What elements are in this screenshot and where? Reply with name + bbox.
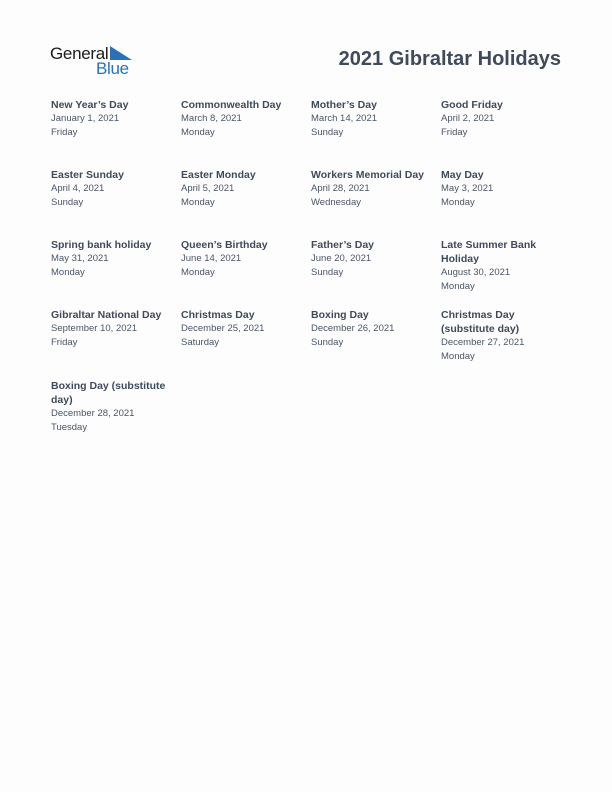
holiday-date: December 26, 2021 <box>311 323 395 334</box>
holiday-weekday: Monday <box>51 267 85 278</box>
holiday-weekday: Monday <box>441 281 475 292</box>
holiday-weekday: Saturday <box>181 337 220 348</box>
holiday-item <box>51 98 176 140</box>
holiday-weekday: Monday <box>441 351 475 362</box>
holiday-weekday: Friday <box>51 127 78 138</box>
holiday-date: June 20, 2021 <box>311 253 372 264</box>
holiday-name: Boxing Day <box>311 309 369 321</box>
holiday-name: Workers Memorial Day <box>311 169 425 181</box>
holiday-item <box>311 308 436 350</box>
holiday-name: Good Friday <box>441 99 503 111</box>
holiday-date: March 8, 2021 <box>181 113 242 124</box>
holiday-name: Mother’s Day <box>311 99 377 111</box>
holiday-name: Queen’s Birthday <box>181 239 268 251</box>
logo-triangle-icon <box>110 46 132 60</box>
holiday-date: May 31, 2021 <box>51 253 109 264</box>
holiday-date: September 10, 2021 <box>51 323 138 334</box>
logo-text-general: General <box>50 44 109 63</box>
holiday-item <box>181 168 306 210</box>
logo-text-blue: Blue <box>96 59 129 78</box>
holiday-item <box>441 168 566 210</box>
holiday-item <box>441 308 541 364</box>
holiday-item <box>311 168 436 210</box>
generalblue-logo <box>50 44 140 78</box>
holiday-weekday: Sunday <box>311 337 344 348</box>
holiday-item <box>51 168 176 210</box>
holiday-date: December 27, 2021 <box>441 337 525 348</box>
holiday-item <box>441 98 566 140</box>
holiday-date: April 4, 2021 <box>51 183 105 194</box>
holiday-name: Spring bank holiday <box>51 239 152 251</box>
holiday-date: August 30, 2021 <box>441 267 511 278</box>
holiday-weekday: Monday <box>181 127 215 138</box>
holiday-item <box>51 238 176 280</box>
holiday-item <box>51 379 166 435</box>
holiday-item <box>181 308 306 350</box>
holiday-item <box>181 238 306 280</box>
holiday-weekday: Sunday <box>311 267 344 278</box>
holiday-name: Easter Sunday <box>51 169 124 181</box>
holiday-date: May 3, 2021 <box>441 183 494 194</box>
holiday-weekday: Sunday <box>51 197 84 208</box>
holiday-item <box>311 238 436 280</box>
holiday-date: April 28, 2021 <box>311 183 370 194</box>
holiday-name: Commonwealth Day <box>181 99 282 111</box>
holiday-weekday: Sunday <box>311 127 344 138</box>
holiday-name: Gibraltar National Day <box>51 309 162 321</box>
page-title: 2021 Gibraltar Holidays <box>338 48 561 70</box>
holiday-weekday: Tuesday <box>51 422 88 433</box>
holiday-item <box>181 98 306 140</box>
holiday-item <box>51 308 176 350</box>
holiday-weekday: Monday <box>181 197 215 208</box>
holiday-weekday: Monday <box>181 267 215 278</box>
holiday-item <box>311 98 436 140</box>
holiday-date: January 1, 2021 <box>51 113 120 124</box>
holiday-date: December 25, 2021 <box>181 323 265 334</box>
holiday-name: May Day <box>441 169 484 181</box>
holiday-weekday: Friday <box>51 337 78 348</box>
holiday-weekday: Wednesday <box>311 197 361 208</box>
holiday-name: Father’s Day <box>311 239 375 251</box>
holiday-name: Christmas Day (substitute day) <box>441 309 520 335</box>
holiday-name: Late Summer Bank Holiday <box>441 239 537 265</box>
holiday-name: Boxing Day (substitute day) <box>51 380 166 406</box>
holiday-name: Easter Monday <box>181 169 256 181</box>
holiday-date: June 14, 2021 <box>181 253 242 264</box>
holiday-weekday: Monday <box>441 197 475 208</box>
holiday-date: April 2, 2021 <box>441 113 495 124</box>
holiday-date: March 14, 2021 <box>311 113 378 124</box>
holiday-name: Christmas Day <box>181 309 255 321</box>
holiday-date: April 5, 2021 <box>181 183 235 194</box>
holiday-item <box>441 238 551 294</box>
holiday-name: New Year’s Day <box>51 99 129 111</box>
holiday-weekday: Friday <box>441 127 468 138</box>
holiday-date: December 28, 2021 <box>51 408 135 419</box>
